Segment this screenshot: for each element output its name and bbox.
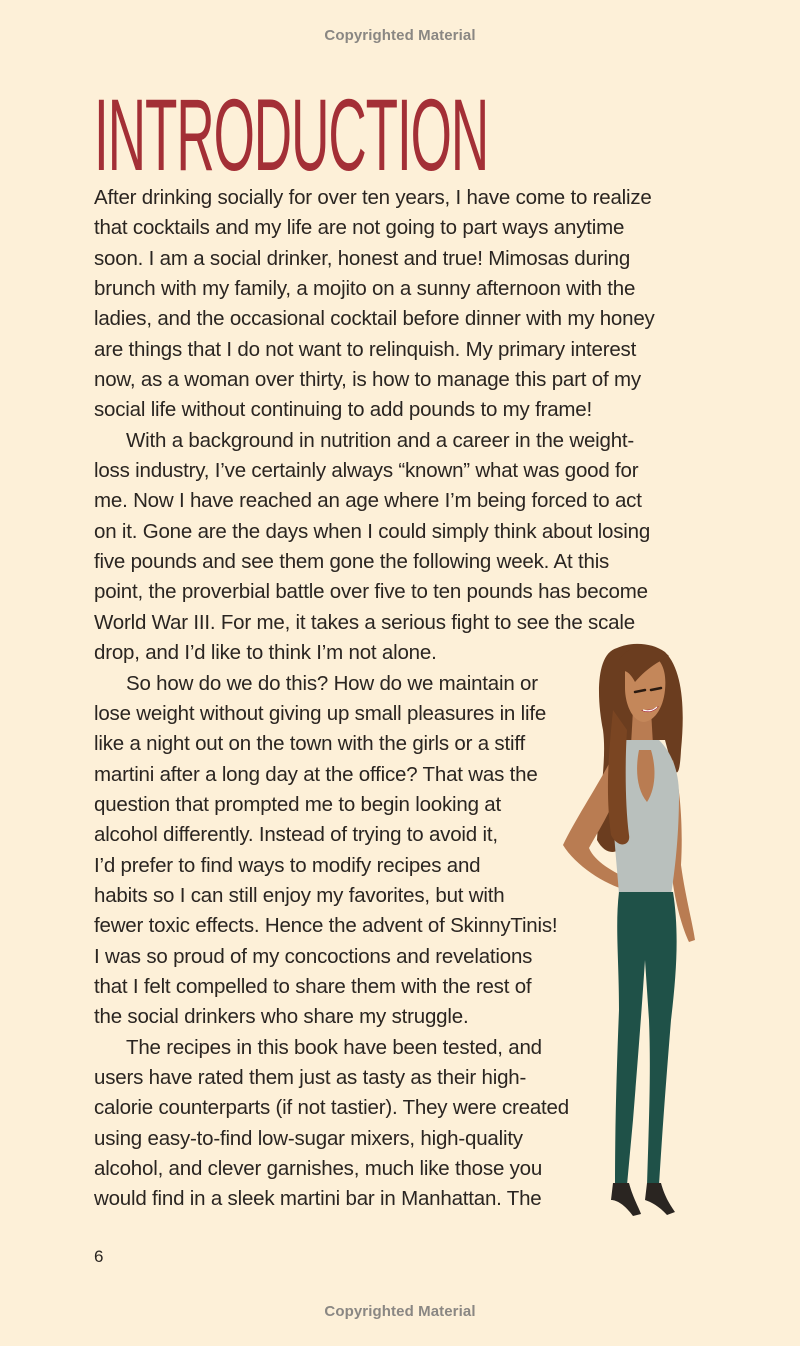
page-number: 6 <box>94 1247 104 1266</box>
text-line: using easy-to-find low-sugar mixers, high-quality <box>94 1126 523 1150</box>
text-line: like a night out on the town with the girls or a stiff <box>94 732 525 756</box>
text-line: The recipes in this book have been tested, and <box>126 1035 542 1059</box>
text-line: habits so I can still enjoy my favorites, but with <box>94 883 505 907</box>
text-line: users have rated them just as tasty as their high- <box>94 1065 527 1089</box>
text-line: So how do we do this? How do we maintain or <box>126 671 538 695</box>
text-line: alcohol, and clever garnishes, much like those you <box>94 1157 543 1180</box>
text-line: point, the proverbial battle over five to ten pounds has become <box>94 580 648 604</box>
text-line: loss industry, I’ve certainly always “known” what was good for <box>94 459 639 483</box>
text-line: After drinking socially for over ten years, I have come to realize <box>94 186 652 209</box>
text-line: the social drinkers who share my struggle. <box>94 1005 469 1029</box>
text-line: are things that I do not want to relinquish. My primary interest <box>94 337 637 361</box>
shoe-right <box>645 1183 675 1215</box>
text-line: martini after a long day at the office? That was the <box>94 762 538 786</box>
copyright-watermark-bottom: Copyrighted Material <box>324 1303 476 1320</box>
text-line: brunch with my family, a mojito on a sunny afternoon with the <box>94 277 636 301</box>
text-line: I’d prefer to find ways to modify recipes and <box>94 853 481 877</box>
text-line: I was so proud of my concoctions and revelations <box>94 944 533 968</box>
text-line: alcohol differently. Instead of trying to avoid it, <box>94 823 498 847</box>
text-line: would find in a sleek martini bar in Manhattan. The <box>94 1187 542 1211</box>
woman-illustration <box>555 640 705 1220</box>
text-line: me. Now I have reached an age where I’m being forced to act <box>94 489 642 513</box>
text-line: With a background in nutrition and a career in the weight- <box>126 428 635 452</box>
copyright-watermark-top: Copyrighted Material <box>324 27 476 44</box>
text-line: on it. Gone are the days when I could simply think about losing <box>94 519 651 543</box>
shoe-left <box>611 1183 641 1216</box>
pants <box>615 892 677 1185</box>
text-line: lose weight without giving up small pleasures in life <box>94 701 547 725</box>
text-line: World War III. For me, it takes a serious fight to see the scale <box>94 610 635 634</box>
text-line: that cocktails and my life are not going to part ways anytime <box>94 216 625 240</box>
text-line: calorie counterparts (if not tastier). They were created <box>94 1096 569 1120</box>
paragraph <box>94 426 694 669</box>
text-line: social life without continuing to add pounds to my frame! <box>94 398 592 422</box>
text-line: now, as a woman over thirty, is how to manage this part of my <box>94 368 641 392</box>
text-line: that I felt compelled to share them with the rest of <box>94 974 532 998</box>
text-line: five pounds and see them gone the following week. At this <box>94 550 610 574</box>
text-line: soon. I am a social drinker, honest and true! Mimosas during <box>94 246 631 270</box>
text-line: drop, and I’d like to think I’m not alone. <box>94 641 437 665</box>
text-line: ladies, and the occasional cocktail before dinner with my honey <box>94 307 655 331</box>
paragraph <box>94 183 694 426</box>
text-line: fewer toxic effects. Hence the advent of SkinnyTinis! <box>94 914 558 938</box>
chapter-title: INTRODUCTION <box>94 78 489 192</box>
text-line: question that prompted me to begin looking at <box>94 792 501 816</box>
